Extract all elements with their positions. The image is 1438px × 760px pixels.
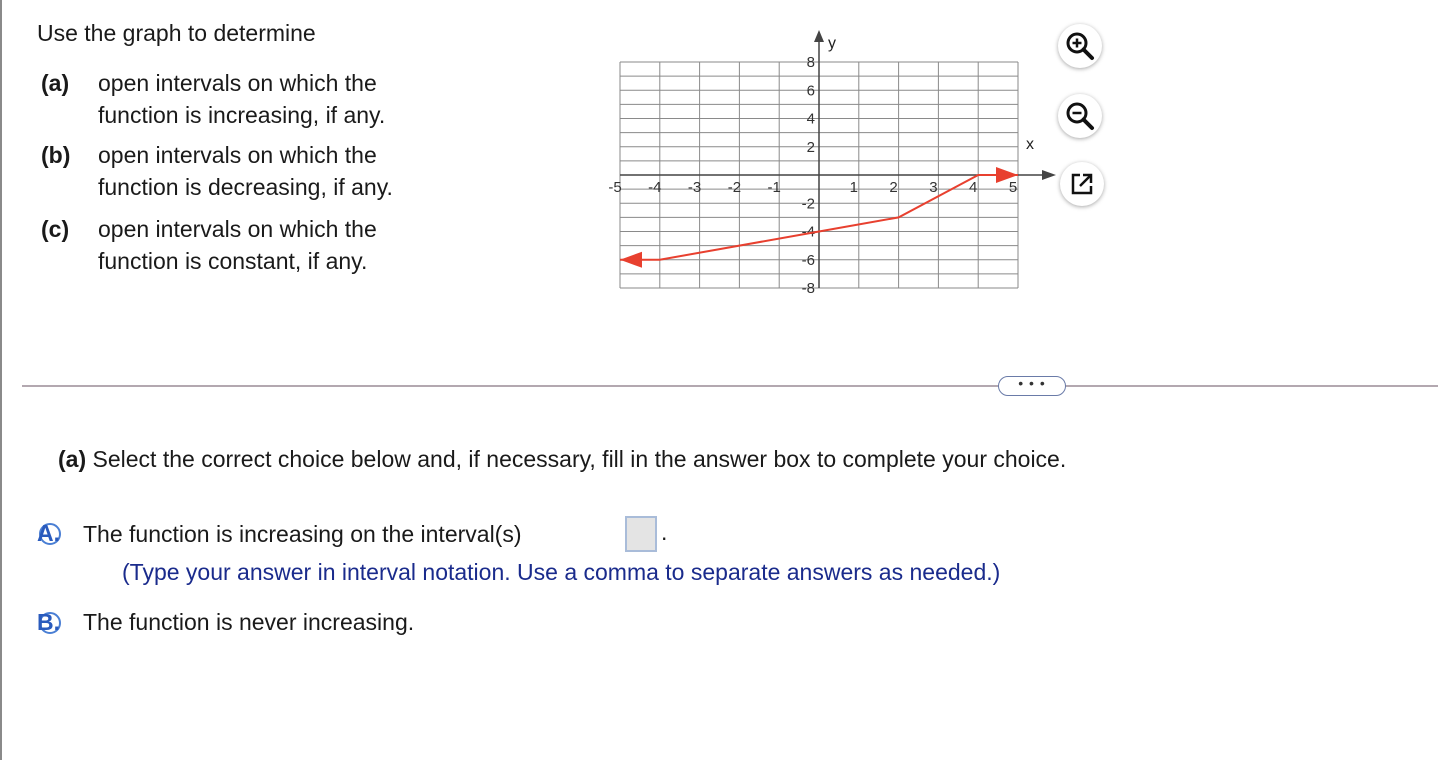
- y-tick-label: 8: [806, 54, 815, 71]
- part-a-label: (a): [41, 70, 70, 96]
- part-b-line1: open intervals on which the: [98, 142, 377, 168]
- function-graph: [600, 22, 1060, 302]
- section-divider: [22, 385, 1438, 387]
- part-b-line2: function is decreasing, if any.: [98, 174, 393, 200]
- zoom-out-icon: [1064, 100, 1096, 132]
- question-part-label: (a): [58, 446, 87, 472]
- x-tick-label: 1: [849, 179, 858, 196]
- x-tick-label: 3: [929, 179, 938, 196]
- y-tick-label: -8: [801, 280, 815, 297]
- y-tick-label: -2: [801, 195, 815, 213]
- choice-a-text: The function is increasing on the interval(s): [83, 521, 522, 547]
- y-axis-arrow: [814, 30, 824, 42]
- y-axis-label: y: [828, 35, 836, 52]
- question-body: Select the correct choice below and, if necessary, fill in the answer box to complete your choice.: [86, 446, 1067, 472]
- choice-a-hint: (Type your answer in interval notation. Use a comma to separate answers as needed.): [122, 559, 1001, 585]
- question-text: [58, 446, 1066, 473]
- x-axis-label: x: [1026, 136, 1034, 153]
- y-tick-label: 2: [806, 138, 815, 156]
- x-tick-label: 4: [969, 179, 978, 196]
- x-tick-label: 2: [889, 179, 898, 196]
- choice-a-letter: A.: [37, 520, 60, 546]
- curve-arrow-left: [620, 252, 642, 268]
- x-tick-label: -2: [727, 179, 742, 196]
- more-button[interactable]: • • •: [998, 376, 1066, 396]
- popout-button[interactable]: [1060, 162, 1104, 206]
- popout-icon: [1068, 170, 1096, 198]
- y-tick-label: -6: [801, 251, 815, 269]
- zoom-in-icon: [1064, 30, 1096, 62]
- part-c-line2: function is constant, if any.: [98, 248, 368, 274]
- choice-b-letter: B.: [37, 609, 60, 635]
- part-c-line1: open intervals on which the: [98, 216, 377, 242]
- x-tick-label: -3: [687, 179, 702, 196]
- part-a-line1: open intervals on which the: [98, 70, 377, 96]
- prompt-title: Use the graph to determine: [37, 20, 316, 46]
- answer-input-a[interactable]: [625, 516, 657, 552]
- y-tick-label: 4: [806, 110, 815, 128]
- choice-a-period: .: [661, 519, 668, 545]
- x-tick-label: -1: [767, 179, 781, 196]
- y-tick-label: 6: [806, 82, 815, 100]
- part-a-line2: function is increasing, if any.: [98, 102, 386, 128]
- x-tick-label: -4: [648, 179, 662, 196]
- zoom-in-button[interactable]: [1058, 24, 1102, 68]
- x-tick-label: 5: [1008, 179, 1018, 196]
- x-tick-label: -5: [608, 179, 622, 196]
- choice-b-text: The function is never increasing.: [83, 609, 415, 635]
- part-b-label: (b): [41, 142, 71, 168]
- x-axis-arrow: [1042, 170, 1056, 180]
- part-c-label: (c): [41, 216, 70, 242]
- y-tick-label: -4: [801, 223, 815, 241]
- left-border: [0, 0, 2, 760]
- zoom-out-button[interactable]: [1058, 94, 1102, 138]
